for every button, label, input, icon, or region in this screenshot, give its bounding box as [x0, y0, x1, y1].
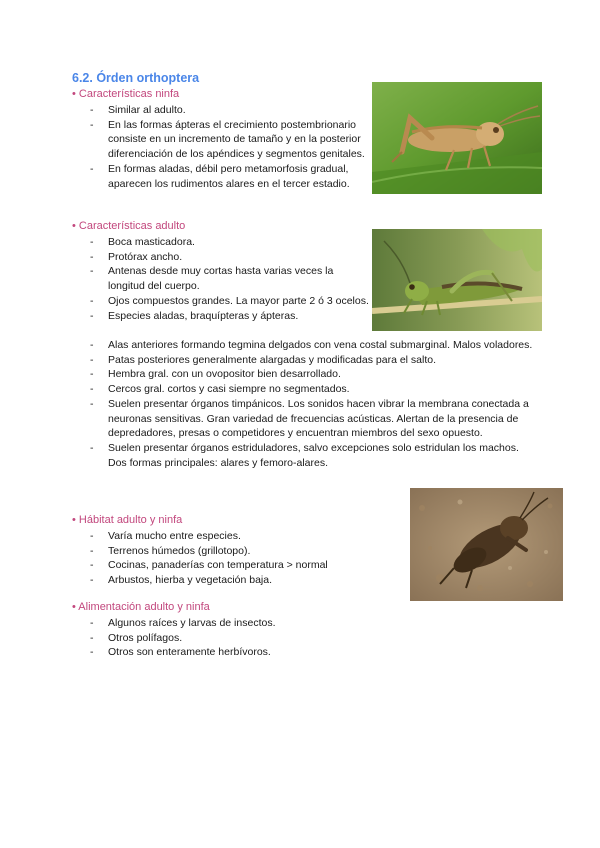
list-item: - Otros polífagos.	[72, 631, 402, 646]
list-item: - Boca masticadora.	[72, 235, 372, 250]
list-item: - Algunos raíces y larvas de insectos.	[72, 616, 402, 631]
list-item: - Antenas desde muy cortas hasta varias veces la longitud del cuerpo.	[72, 264, 372, 293]
section-heading-alimentacion: • Alimentación adulto y ninfa	[72, 601, 210, 613]
list-item: - Suelen presentar órganos timpánicos. Los sonidos hacen vibrar la membrana conectada a neuronas sensitivas. Gran variedad de frecuencias acústicas. Alertan de la presencia de depredadores, presas o competidores y encuentran miembros del sexo opuesto.	[72, 397, 534, 441]
grasshopper-adult-image	[372, 229, 542, 331]
list-item: - Similar al adulto.	[72, 103, 372, 118]
list-ninfa	[72, 103, 372, 191]
list-item: - Otros son enteramente herbívoros.	[72, 645, 402, 660]
list-item: - Protórax ancho.	[72, 250, 372, 265]
list-item: - En formas aladas, débil pero metamorfosis gradual, aparecen los rudimentos alares en el tercer estadio.	[72, 162, 372, 191]
list-item: - Varía mucho entre especies.	[72, 529, 402, 544]
list-item: - Suelen presentar órganos estriduladores, salvo excepciones solo estridulan los machos. Dos formas principales: alares y femoro-alares.	[72, 441, 534, 470]
list-item: - Cercos gral. cortos y casi siempre no segmentados.	[72, 382, 534, 397]
list-adulto-b	[72, 338, 534, 470]
list-item: - En las formas ápteras el crecimiento postembrionario consiste en un incremento de tamaño y en la posterior diferenciación de los apéndices y segmentos genitales.	[72, 118, 372, 162]
list-habitat	[72, 529, 402, 588]
list-item: - Patas posteriores generalmente alargadas y modificadas para el salto.	[72, 353, 534, 368]
page-title: 6.2. Órden orthoptera	[72, 71, 200, 85]
list-item: - Ojos compuestos grandes. La mayor parte 2 ó 3 ocelos.	[72, 294, 372, 309]
grasshopper-nymph-image	[372, 82, 542, 194]
section-heading-ninfa: • Características ninfa	[72, 88, 180, 100]
list-item: - Arbustos, hierba y vegetación baja.	[72, 573, 402, 588]
list-item: - Hembra gral. con un ovopositor bien desarrollado.	[72, 367, 534, 382]
list-item: - Especies aladas, braquípteras y ápteras.	[72, 309, 372, 324]
list-item: - Alas anteriores formando tegmina delgados con vena costal submarginal. Malos voladores.	[72, 338, 534, 353]
list-item: - Cocinas, panaderías con temperatura > normal	[72, 558, 402, 573]
list-alimentacion	[72, 616, 402, 660]
list-adulto-a	[72, 235, 372, 323]
mole-cricket-image	[410, 488, 563, 601]
section-heading-adulto: • Características adulto	[72, 220, 186, 232]
list-item: - Terrenos húmedos (grillotopo).	[72, 544, 402, 559]
section-heading-habitat: • Hábitat adulto y ninfa	[72, 514, 183, 526]
